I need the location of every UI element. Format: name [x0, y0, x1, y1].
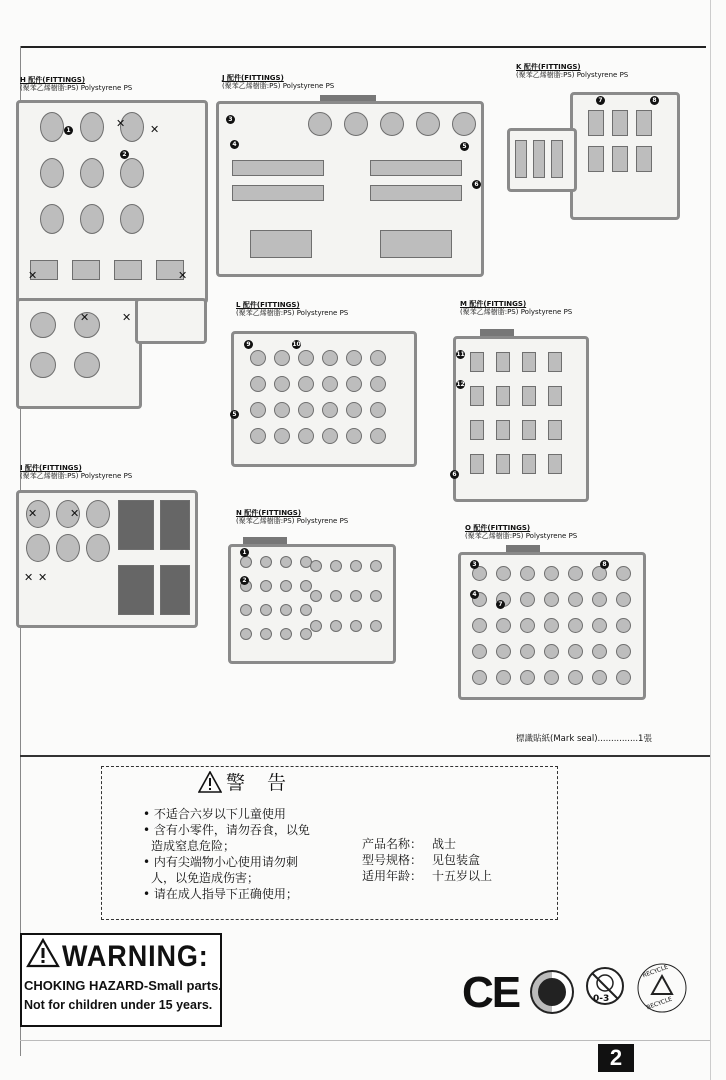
runner-part: [616, 592, 631, 607]
runner-part: [26, 534, 50, 562]
runner-part: [80, 112, 104, 142]
omit-mark: ✕: [38, 571, 48, 584]
runner-part: [416, 112, 440, 136]
product-model-row: 型号规格： 见包装盒: [362, 853, 481, 867]
runner-part: [496, 566, 511, 581]
warning-cn-list: [143, 806, 310, 902]
callout-number: 2: [120, 150, 129, 159]
runner-l: [236, 301, 348, 317]
runner-m-label: M 配件(FITTINGS): [460, 300, 527, 308]
runner-part: [520, 592, 535, 607]
runner-part: [86, 534, 110, 562]
runner-part: [380, 230, 452, 258]
runner-part: [298, 428, 314, 444]
footer-rule: [20, 1040, 710, 1041]
runner-part: [588, 146, 604, 172]
runner-k-label: K 配件(FITTINGS): [516, 63, 581, 71]
warning-triangle-icon: [198, 771, 222, 793]
right-edge: [710, 0, 711, 1080]
warning-cn-item: • 含有小零件，请勿吞食，以免: [143, 823, 310, 837]
runner-part: [616, 644, 631, 659]
callout-number: 5: [460, 142, 469, 151]
callout-number: 1: [240, 548, 249, 557]
runner-part: [72, 260, 100, 280]
runner-part: [330, 590, 342, 602]
runner-part: [274, 376, 290, 392]
runner-part: [160, 565, 190, 615]
runner-part: [118, 565, 154, 615]
runner-part: [274, 428, 290, 444]
runner-part: [636, 110, 652, 136]
runner-part: [240, 556, 252, 568]
runner-part: [522, 352, 536, 372]
omit-mark: ✕: [28, 269, 38, 282]
runner-part: [350, 590, 362, 602]
omit-mark: ✕: [122, 311, 132, 324]
runner-part: [346, 350, 362, 366]
runner-part: [370, 402, 386, 418]
runner-part: [274, 350, 290, 366]
runner-part: [260, 604, 272, 616]
runner-part: [280, 556, 292, 568]
callout-number: 8: [600, 560, 609, 569]
callout-number: 9: [244, 340, 253, 349]
runner-l-label: L 配件(FITTINGS): [236, 301, 300, 309]
recycle-label-top: RECYCLE: [641, 963, 670, 980]
runner-part: [533, 140, 545, 178]
callout-number: 10: [292, 341, 301, 348]
runner-part: [520, 618, 535, 633]
runner-h: [20, 76, 132, 92]
runner-part: [330, 560, 342, 572]
callout-number: 2: [240, 576, 249, 585]
runner-part: [548, 454, 562, 474]
runner-part: [250, 350, 266, 366]
runner-part: [344, 112, 368, 136]
runner-part: [274, 402, 290, 418]
runner-part: [616, 618, 631, 633]
runner-part: [588, 110, 604, 136]
runner-part: [551, 140, 563, 178]
runner-part: [40, 204, 64, 234]
runner-part: [232, 185, 324, 201]
runner-i-label: I 配件(FITTINGS): [20, 464, 82, 472]
runner-part: [472, 670, 487, 685]
runner-part: [298, 376, 314, 392]
runner-part: [346, 402, 362, 418]
runner-part: [612, 110, 628, 136]
runner-part: [568, 618, 583, 633]
runner-n-material: (聚苯乙烯樹脂:PS) Polystyrene PS: [236, 517, 349, 525]
runner-part: [616, 566, 631, 581]
runner-part: [496, 670, 511, 685]
runner-part: [120, 158, 144, 188]
runner-part: [544, 618, 559, 633]
callout-number: 4: [230, 140, 239, 149]
runner-part: [30, 312, 56, 338]
warning-cn-item: • 不适合六岁以下儿童使用: [143, 807, 286, 821]
runner-part: [160, 500, 190, 550]
top-rule: [20, 46, 706, 48]
runner-part: [370, 350, 386, 366]
product-name-row: 产品名称： 战士: [362, 837, 457, 851]
runner-part: [568, 566, 583, 581]
omit-mark: ✕: [178, 269, 188, 282]
runner-part: [114, 260, 142, 280]
runner-part: [470, 386, 484, 406]
callout-number: 3: [470, 560, 479, 569]
runner-part: [592, 670, 607, 685]
runner-part: [250, 376, 266, 392]
runner-part: [250, 230, 312, 258]
runner-part: [544, 670, 559, 685]
omit-mark: ✕: [24, 571, 34, 584]
runner-j: [222, 74, 334, 90]
runner-part: [370, 560, 382, 572]
runner-part: [548, 386, 562, 406]
runner-part: [250, 428, 266, 444]
runner-k: [516, 63, 628, 79]
recycle-label-bottom: RECYCLE: [645, 995, 674, 1012]
runner-part: [370, 590, 382, 602]
runner-m: [460, 300, 572, 316]
age-label: 0-3: [593, 994, 610, 1004]
runner-part: [592, 618, 607, 633]
runner-o-material: (聚苯乙烯樹脂:PS) Polystyrene PS: [465, 532, 578, 540]
callout-number: 7: [596, 96, 605, 105]
warning-cn-item: • 请在成人指导下正确使用；: [143, 887, 298, 901]
warning-cn-item: • 内有尖端物小心使用请勿刺: [143, 855, 298, 869]
runner-k-material: (聚苯乙烯樹脂:PS) Polystyrene PS: [516, 71, 629, 79]
runner-n-tab: [243, 537, 287, 544]
runner-part: [370, 376, 386, 392]
runner-part: [310, 620, 322, 632]
runner-o: [465, 524, 577, 540]
callout-number: 12: [456, 381, 465, 388]
runner-i-material: (聚苯乙烯樹脂:PS) Polystyrene PS: [20, 472, 133, 480]
runner-part: [260, 556, 272, 568]
callout-number: 3: [226, 115, 235, 124]
age-warning-icon: [583, 966, 627, 1012]
runner-part: [520, 566, 535, 581]
callout-number: 1: [64, 126, 73, 135]
runner-part: [522, 386, 536, 406]
runner-part: [496, 644, 511, 659]
runner-part: [522, 454, 536, 474]
runner-part: [616, 670, 631, 685]
page-number: 2: [598, 1044, 634, 1072]
runner-part: [346, 428, 362, 444]
runner-part: [544, 644, 559, 659]
runner-part: [322, 402, 338, 418]
runner-part: [472, 618, 487, 633]
runner-part: [470, 352, 484, 372]
runner-part: [240, 628, 252, 640]
runner-part: [86, 500, 110, 528]
runner-m-tab: [480, 329, 514, 336]
runner-part: [40, 158, 64, 188]
runner-part: [380, 112, 404, 136]
runner-n: [236, 509, 348, 525]
omit-mark: ✕: [28, 507, 38, 520]
runner-part: [118, 500, 154, 550]
runner-part: [452, 112, 476, 136]
mark-seal-note: 標識貼紙(Mark seal)...............1張: [516, 734, 652, 744]
runner-part: [298, 402, 314, 418]
runner-part: [300, 580, 312, 592]
warning-en-line1: CHOKING HAZARD-Small parts.: [24, 978, 222, 993]
runner-j-material: (聚苯乙烯樹脂:PS) Polystyrene PS: [222, 82, 335, 90]
runner-part: [544, 566, 559, 581]
warning-triangle-icon: [26, 938, 60, 968]
omit-mark: ✕: [80, 311, 90, 324]
runner-part: [496, 454, 510, 474]
runner-part: [250, 402, 266, 418]
callout-number: 8: [650, 96, 659, 105]
callout-number: 6: [450, 470, 459, 479]
runner-part: [40, 112, 64, 142]
runner-part: [568, 592, 583, 607]
runner-h-material: (聚苯乙烯樹脂:PS) Polystyrene PS: [20, 84, 133, 92]
runner-h-frame-lower-right: [135, 298, 207, 344]
omit-mark: ✕: [150, 123, 160, 136]
callout-number: 7: [496, 600, 505, 609]
runner-part: [520, 670, 535, 685]
runner-part: [568, 670, 583, 685]
runner-part: [280, 628, 292, 640]
runner-part: [260, 628, 272, 640]
warning-cn-item: 造成窒息危险；: [151, 839, 236, 853]
product-age-row: 适用年龄： 十五岁以上: [362, 869, 493, 883]
runner-part: [240, 604, 252, 616]
runner-part: [370, 428, 386, 444]
runner-part: [496, 386, 510, 406]
runner-part: [470, 420, 484, 440]
callout-number: 6: [472, 180, 481, 189]
runner-part: [370, 620, 382, 632]
runner-part: [636, 146, 652, 172]
runner-part: [568, 644, 583, 659]
runner-part: [298, 350, 314, 366]
runner-part: [322, 376, 338, 392]
product-info: [362, 836, 492, 884]
runner-j-label: J 配件(FITTINGS): [222, 74, 284, 82]
runner-part: [300, 604, 312, 616]
runner-part: [330, 620, 342, 632]
callout-number: 5: [230, 410, 239, 419]
runner-m-material: (聚苯乙烯樹脂:PS) Polystyrene PS: [460, 308, 573, 316]
callout-number: 4: [470, 590, 479, 599]
runner-part: [370, 185, 462, 201]
runner-part: [120, 204, 144, 234]
omit-mark: ✕: [116, 117, 126, 130]
runner-part: [322, 350, 338, 366]
runner-o-tab: [506, 545, 540, 552]
runner-part: [592, 592, 607, 607]
omit-mark: ✕: [70, 507, 80, 520]
warning-cn-item: 人，以免造成伤害；: [151, 871, 260, 885]
runner-part: [74, 352, 100, 378]
runner-h-label: H 配件(FITTINGS): [20, 76, 86, 84]
warning-en-title: WARNING:: [62, 940, 209, 973]
runner-part: [496, 420, 510, 440]
runner-part: [308, 112, 332, 136]
runner-part: [496, 352, 510, 372]
runner-part: [496, 618, 511, 633]
runner-part: [522, 420, 536, 440]
runner-part: [592, 644, 607, 659]
runner-part: [232, 160, 324, 176]
runner-part: [370, 160, 462, 176]
runner-part: [80, 158, 104, 188]
runner-part: [300, 628, 312, 640]
runner-part: [548, 352, 562, 372]
runner-part: [80, 204, 104, 234]
callout-number: 11: [456, 351, 465, 358]
runner-part: [260, 580, 272, 592]
runner-part: [30, 352, 56, 378]
runner-i: [20, 464, 132, 480]
runner-part: [280, 580, 292, 592]
runner-part: [544, 592, 559, 607]
runner-part: [280, 604, 292, 616]
runner-part: [310, 560, 322, 572]
runner-o-label: O 配件(FITTINGS): [465, 524, 531, 532]
runner-part: [470, 454, 484, 474]
runner-l-material: (聚苯乙烯樹脂:PS) Polystyrene PS: [236, 309, 349, 317]
runner-part: [548, 420, 562, 440]
runner-part: [350, 620, 362, 632]
green-dot-icon: [529, 969, 575, 1015]
runner-n-label: N 配件(FITTINGS): [236, 509, 302, 517]
runner-part: [310, 590, 322, 602]
warning-cn-title: 警 告: [226, 772, 295, 794]
runner-part: [56, 534, 80, 562]
warning-divider: [20, 755, 710, 757]
runner-part: [322, 428, 338, 444]
runner-part: [350, 560, 362, 572]
runner-part: [346, 376, 362, 392]
runner-part: [520, 644, 535, 659]
runner-part: [612, 146, 628, 172]
ce-mark-icon: CE: [462, 968, 520, 1017]
warning-en-line2: Not for children under 15 years.: [24, 998, 213, 1012]
runner-part: [515, 140, 527, 178]
runner-part: [472, 644, 487, 659]
